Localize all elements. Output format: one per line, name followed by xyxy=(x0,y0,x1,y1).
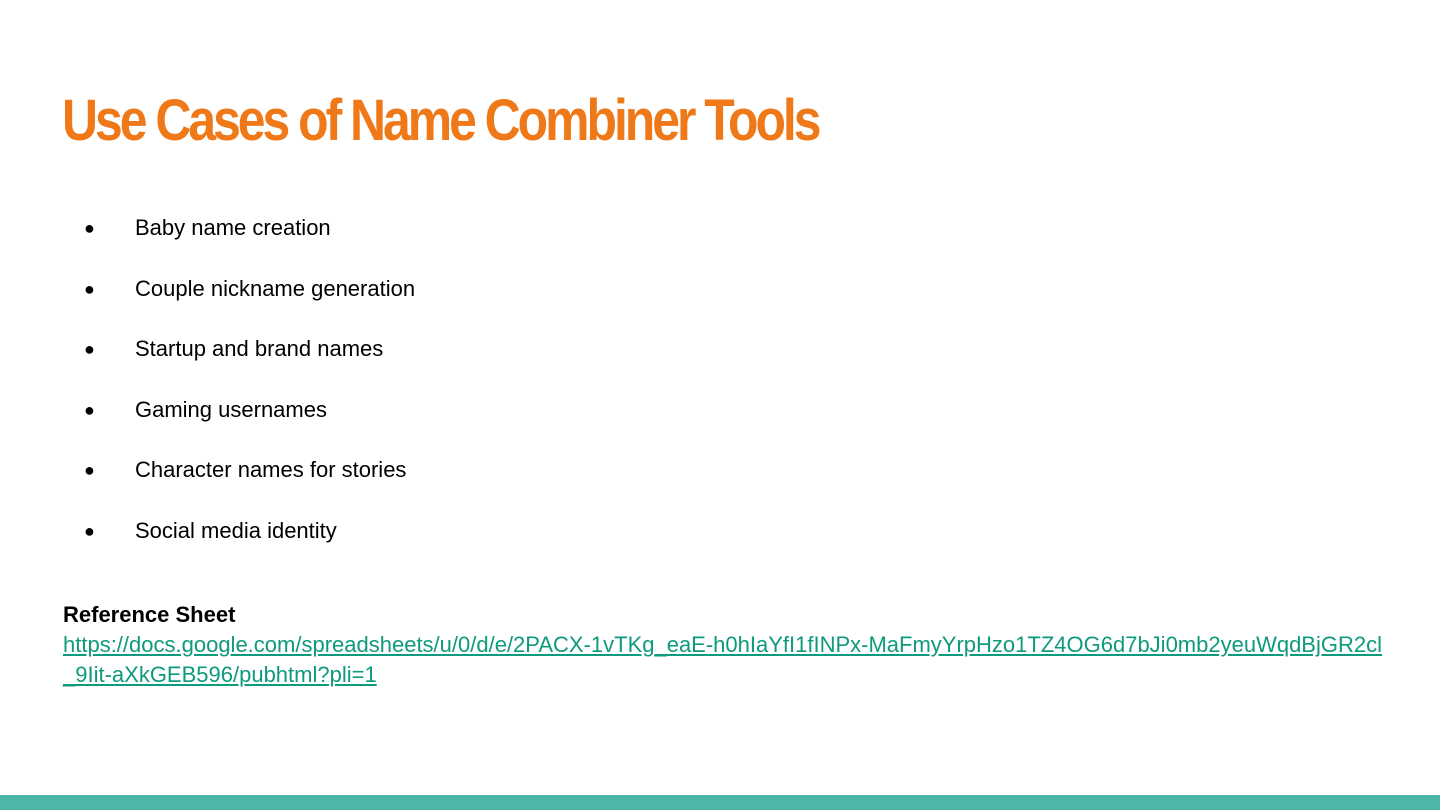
reference-heading: Reference Sheet xyxy=(63,602,236,627)
bullet-icon: ● xyxy=(84,339,95,359)
bullet-text: Couple nickname generation xyxy=(135,275,416,301)
reference-link[interactable]: https://docs.google.com/spreadsheets/u/0/d/e/2PACX-1vTKg_eaE-h0hIaYfI1fINPx-MaFmyYrpHzo1TZ4OG6d7bJi0mb2yeuWqdBjGR2cl_9Iit-aXkGEB596/pubhtml?pli=1 xyxy=(63,632,1382,687)
bullet-text: Startup and brand names xyxy=(135,336,384,361)
bullet-text: Baby name creation xyxy=(135,215,331,240)
bottom-accent-bar xyxy=(0,795,1440,810)
bullet-icon: ● xyxy=(84,520,95,541)
bullet-text: Character names for stories xyxy=(135,457,407,482)
bullet-icon: ● xyxy=(84,278,95,299)
bullet-icon: ● xyxy=(84,218,95,238)
reference-section xyxy=(63,600,1383,690)
slide-title: Use Cases of Name Combiner Tools xyxy=(62,88,819,153)
bullet-icon: ● xyxy=(84,399,95,420)
bullet-text: Social media identity xyxy=(135,517,337,543)
bullet-text: Gaming usernames xyxy=(135,396,327,422)
bullet-icon: ● xyxy=(84,460,95,480)
